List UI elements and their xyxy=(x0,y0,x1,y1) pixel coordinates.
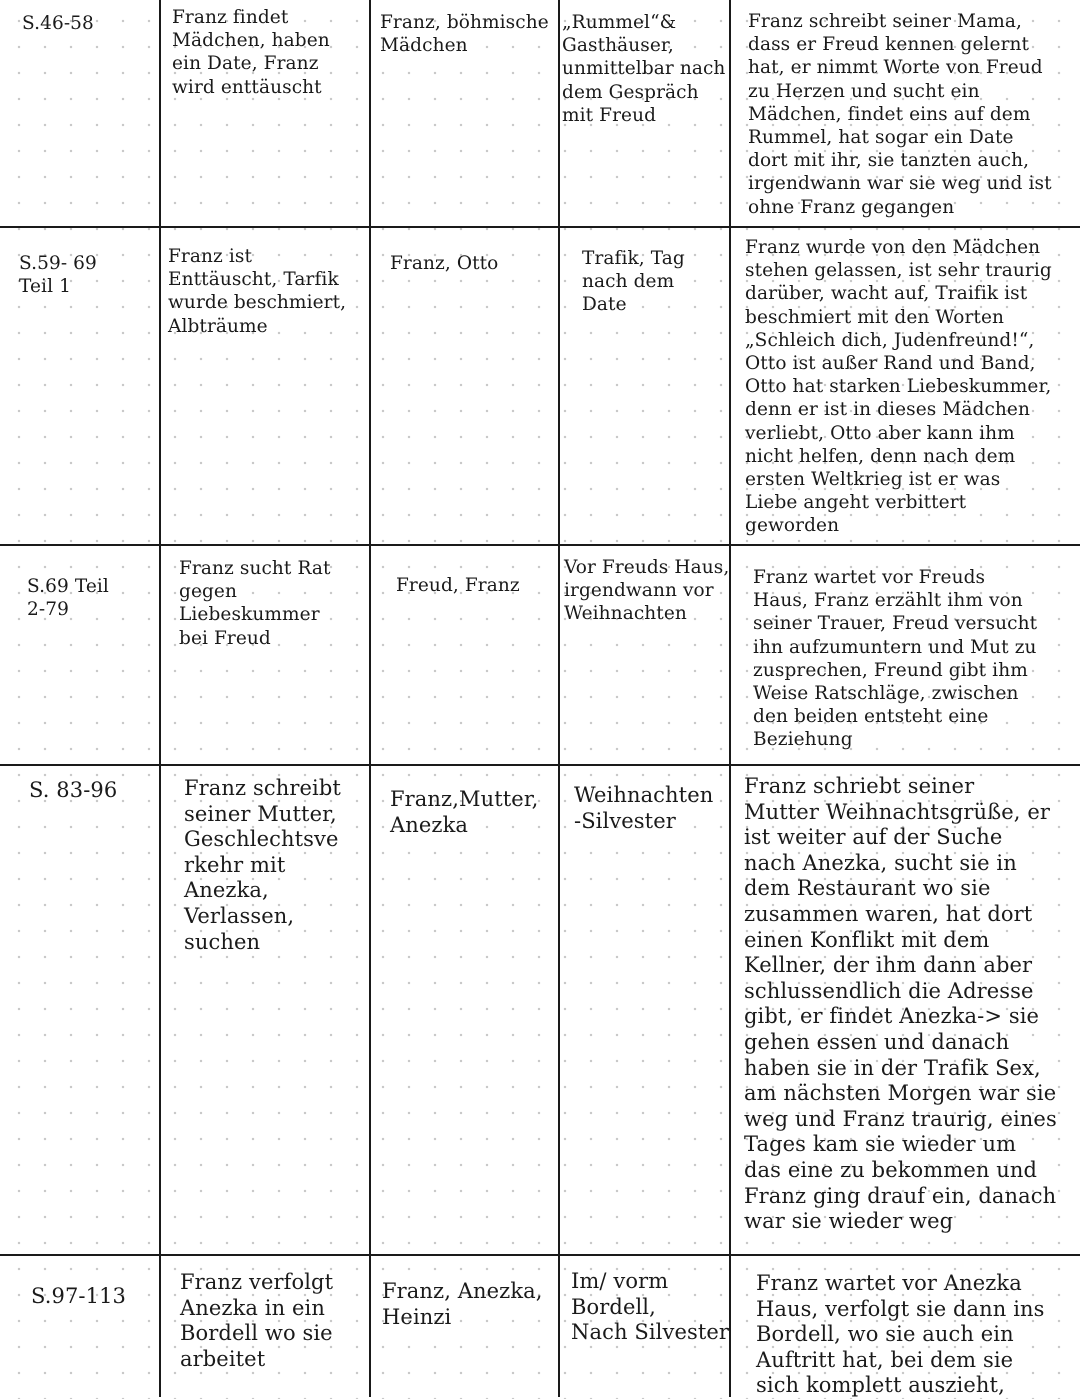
table-row-3-place-time: Vor Freuds Haus, irgendwann vor Weihnachten xyxy=(564,557,730,625)
table-row-4-content: Franz schriebt seiner Mutter Weihnachtsgrüße, er ist weiter auf der Suche nach Anezka, sucht sie in dem Restaurant wo sie zusammen waren, hat dort einen Konflikt mit dem Kellner, der ihm dann aber schlussendlich die Adresse gibt, er findet Anezka-> sie gehen essen und danach haben sie in der Trafik Sex, am nächsten Morgen war sie weg und Franz traurig, eines Tages kam sie wieder um das eine zu bekommen und Franz ging drauf ein, danach war sie wieder weg xyxy=(744,774,1057,1234)
table-row-1-characters: Franz, böhmische Mädchen xyxy=(380,12,549,57)
row-divider xyxy=(0,226,1080,228)
table-row-4-characters: Franz,Mutter, Anezka xyxy=(390,787,539,837)
table-row-4-place-time: Weihnachten -Silvester xyxy=(574,783,714,833)
table-row-3-content: Franz wartet vor Freuds Haus, Franz erzählt ihm von seiner Trauer, Freud versucht ihn aufzumuntern und Mut zu zusprechen, Freund gibt ihm Weise Ratschläge, zwischen den beiden entsteht eine Beziehung xyxy=(753,567,1038,751)
row-divider xyxy=(0,544,1080,546)
table-row-2-place-time: Trafik, Tag nach dem Date xyxy=(582,248,685,316)
table-row-4-summary: Franz schreibt seiner Mutter, Geschlechtsve rkehr mit Anezka, Verlassen, suchen xyxy=(184,776,341,954)
table-row-5-pages: S.97-113 xyxy=(31,1284,127,1308)
table-row-1-place-time: „Rummel“& Gasthäuser, unmittelbar nach dem Gespräch mit Freud xyxy=(562,12,726,126)
table-row-2-pages: S.59- 69 Teil 1 xyxy=(19,253,97,298)
column-divider xyxy=(159,0,161,1397)
table-row-4-pages: S. 83-96 xyxy=(29,778,118,802)
table-row-5-summary: Franz verfolgt Anezka in ein Bordell wo sie arbeitet xyxy=(180,1270,334,1371)
table-row-3-summary: Franz sucht Rat gegen Liebeskummer bei Freud xyxy=(179,558,331,649)
table-row-2-content: Franz wurde von den Mädchen stehen gelassen, ist sehr traurig darüber, wacht auf, Traifik ist beschmiert mit den Worten „Schleich dich, Judenfreund!“, Otto ist außer Rand und Band, Otto hat starken Liebeskummer, denn er ist in dieses Mädchen verliebt, Otto aber kann ihm nicht helfen, denn nach dem ersten Weltkrieg ist er was Liebe angeht verbittert geworden xyxy=(745,237,1052,537)
table-row-1-pages: S.46-58 xyxy=(22,13,94,34)
column-divider xyxy=(558,0,560,1397)
row-divider xyxy=(0,764,1080,766)
column-divider xyxy=(729,0,731,1397)
column-divider xyxy=(369,0,371,1397)
table-row-3-characters: Freud, Franz xyxy=(396,575,520,596)
row-divider xyxy=(0,1254,1080,1256)
table-row-5-characters: Franz, Anezka, Heinzi xyxy=(382,1279,543,1329)
table-row-2-characters: Franz, Otto xyxy=(390,253,499,274)
table-row-1-summary: Franz findet Mädchen, haben ein Date, Franz wird enttäuscht xyxy=(172,7,330,98)
table-row-5-content: Franz wartet vor Anezka Haus, verfolgt sie dann ins Bordell, wo sie auch ein Auftritt hat, bei dem sie sich komplett auszieht, xyxy=(756,1271,1045,1398)
table-row-2-summary: Franz ist Enttäuscht, Tarfik wurde beschmiert, Albträume xyxy=(168,246,347,337)
table-row-5-place-time: Im/ vorm Bordell, Nach Silvester xyxy=(571,1269,730,1345)
table-row-3-pages: S.69 Teil 2-79 xyxy=(27,576,109,621)
table-row-1-content: Franz schreibt seiner Mama, dass er Freud kennen gelernt hat, er nimmt Worte von Freud zu Herzen und sucht ein Mädchen, findet eins auf dem Rummel, hat sogar ein Date dort mit ihr, sie tanzten auch, irgendwann war sie weg und ist ohne Franz gegangen xyxy=(748,11,1052,218)
